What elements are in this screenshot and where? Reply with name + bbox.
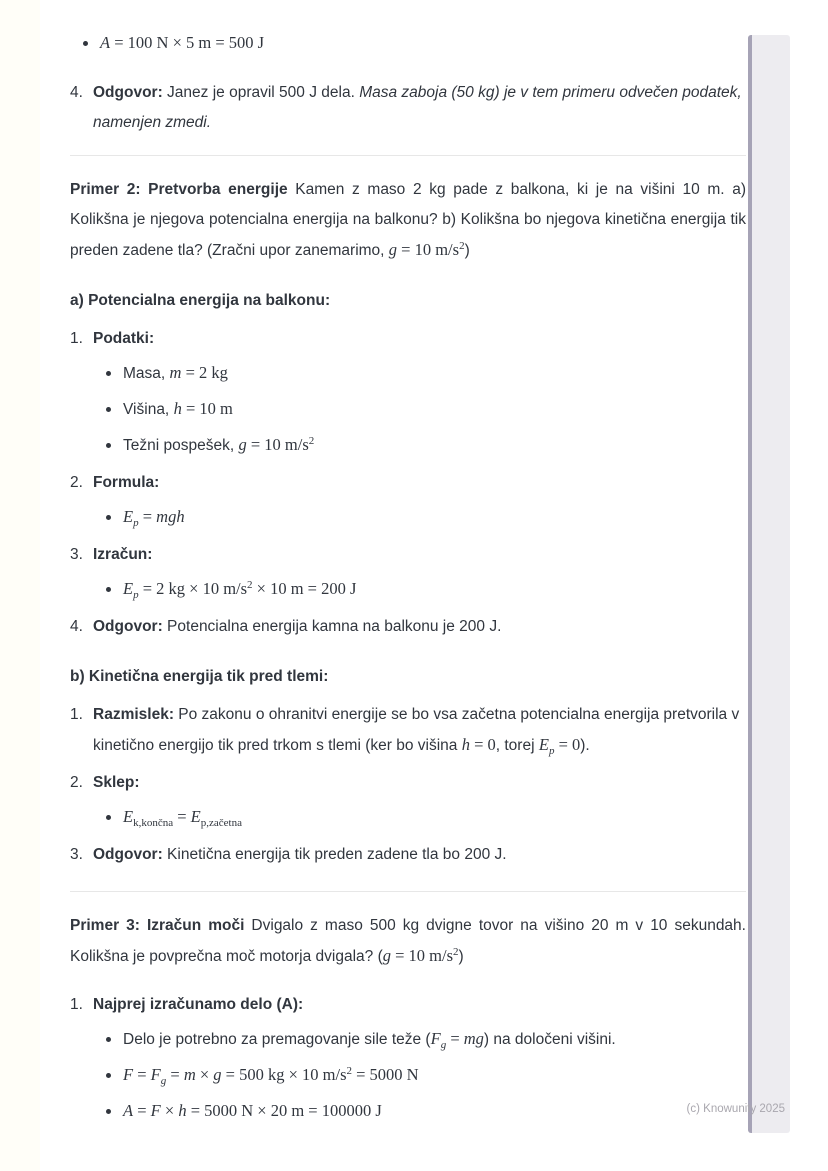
section-a-heading: a) Potencialna energija na balkonu: xyxy=(70,292,331,309)
answer-text: Odgovor: Janez je opravil 500 J dela. Masa zaboja (50 kg) je v tem primeru odvečen podatek, namenjen zmedi. xyxy=(93,84,742,131)
list-item-body xyxy=(93,612,746,642)
list-item xyxy=(103,1060,746,1091)
list-item-body xyxy=(93,324,746,461)
bullet-list xyxy=(93,574,746,605)
bullet-list xyxy=(93,358,746,461)
bullet-list xyxy=(93,1024,746,1127)
bullet-list xyxy=(70,28,746,59)
list-item-body xyxy=(93,700,746,761)
data-line: Masa, m = 2 kg xyxy=(123,363,228,382)
answer-text: Odgovor: Potencialna energija kamna na balkonu je 200 J. xyxy=(93,618,502,635)
list-item xyxy=(70,990,746,1127)
math-line: $E_p$ = mgh xyxy=(123,507,185,530)
list-item xyxy=(70,768,746,833)
reasoning-text: Razmislek: Po zakonu o ohranitvi energije se bo vsa začetna potencialna energija pretvorila v kinetično energijo tik pred trkom s tlemi (ker bo višina h = 0, torej $E_p = 0$). xyxy=(93,706,740,758)
section-b-heading: b) Kinetična energija tik pred tlemi: xyxy=(70,668,329,685)
bullet-icon xyxy=(103,358,123,388)
list-item xyxy=(103,574,746,605)
list-item-number: 2. xyxy=(70,474,83,491)
list-item xyxy=(70,468,746,533)
bullet-icon xyxy=(80,28,100,58)
list-item-label: Najprej izračunamo delo (A): xyxy=(93,996,304,1013)
list-item-number: 4. xyxy=(70,618,83,635)
bullet-list xyxy=(93,502,746,533)
bullet-icon xyxy=(103,430,123,460)
list-item-label: Podatki: xyxy=(93,330,155,347)
data-line: Višina, h = 10 m xyxy=(123,399,233,418)
bullet-icon xyxy=(103,502,123,532)
bullet-icon xyxy=(103,1096,123,1126)
math-line: A = F × h = 5000 N × 20 m = 100000 J xyxy=(123,1101,382,1120)
math-line: $E_p = 2$ kg × 10 $m/s^2 \times 10$ m = 200 J xyxy=(123,578,357,602)
bullet-icon xyxy=(103,574,123,604)
section-divider xyxy=(70,891,746,892)
list-item-body xyxy=(93,768,746,833)
list-item-number: 3. xyxy=(70,546,83,563)
list-item-number: 1. xyxy=(70,330,83,347)
answer-text: Odgovor: Kinetična energija tik preden zadene tla bo 200 J. xyxy=(93,846,507,863)
bullet-list xyxy=(93,802,746,833)
list-item-label: Sklep: xyxy=(93,774,140,791)
list-item xyxy=(80,28,746,59)
primer2-paragraph: Primer 2: Pretvorba energije Kamen z maso 2 kg pade z balkona, ki je na višini 10 m. a) Kolikšna je njegova potencialna energija na balkonu? b) Kolikšna bo njegova kinetična energija tik preden zadene tla? (Zračni upor zanemarimo, g = 10 $m/s^2$) xyxy=(70,181,746,259)
list-item-number: 1. xyxy=(70,706,83,723)
math-line: A = 100 N × 5 m = 500 J xyxy=(100,33,265,52)
bullet-icon xyxy=(103,1024,123,1054)
list-item xyxy=(70,700,746,761)
list-item xyxy=(103,802,746,833)
math-line: $E_{k,končna} = E_{p,začetna}$ xyxy=(123,807,242,830)
list-item xyxy=(70,324,746,461)
list-item-body xyxy=(93,78,746,138)
bullet-icon xyxy=(103,1060,123,1090)
bullet-icon xyxy=(103,802,123,832)
list-item xyxy=(70,540,746,605)
vertical-scrollbar[interactable] xyxy=(748,35,790,1133)
watermark: (c) Knowunity 2025 xyxy=(686,1103,785,1115)
list-item xyxy=(103,502,746,533)
list-item xyxy=(70,78,746,138)
list-item-label: Izračun: xyxy=(93,546,153,563)
section-divider xyxy=(70,155,746,156)
list-item xyxy=(70,840,746,870)
list-item-body xyxy=(93,540,746,605)
list-item xyxy=(103,358,746,389)
math-line: $F = F_g = m \times g = 500$ kg × 10 $m/s^2 = 5000$ N xyxy=(123,1064,419,1088)
list-item-label: Formula: xyxy=(93,474,160,491)
list-item xyxy=(103,394,746,425)
list-item-number: 1. xyxy=(70,996,83,1013)
list-item-number: 4. xyxy=(70,84,83,101)
explanation-line: Delo je potrebno za premagovanje sile teže $(F_g = mg)$ na določeni višini. xyxy=(123,1029,616,1052)
list-item-body xyxy=(93,840,746,870)
primer3-paragraph: Primer 3: Izračun moči Dvigalo z maso 500 kg dvigne tovor na višino 20 m v 10 sekundah. Kolikšna je povprečna moč motorja dvigala? (g = 10 $m/s^2$) xyxy=(70,917,746,965)
list-item-number: 3. xyxy=(70,846,83,863)
list-item xyxy=(103,1024,746,1055)
list-item xyxy=(70,612,746,642)
data-line: Težni pospešek, g = 10 $m/s^2$ xyxy=(123,434,315,454)
list-item xyxy=(103,1096,746,1127)
content-column xyxy=(70,0,746,1127)
bullet-icon xyxy=(103,394,123,424)
list-item-body xyxy=(93,468,746,533)
list-item-number: 2. xyxy=(70,774,83,791)
list-item xyxy=(103,430,746,461)
list-item-body xyxy=(93,990,746,1127)
